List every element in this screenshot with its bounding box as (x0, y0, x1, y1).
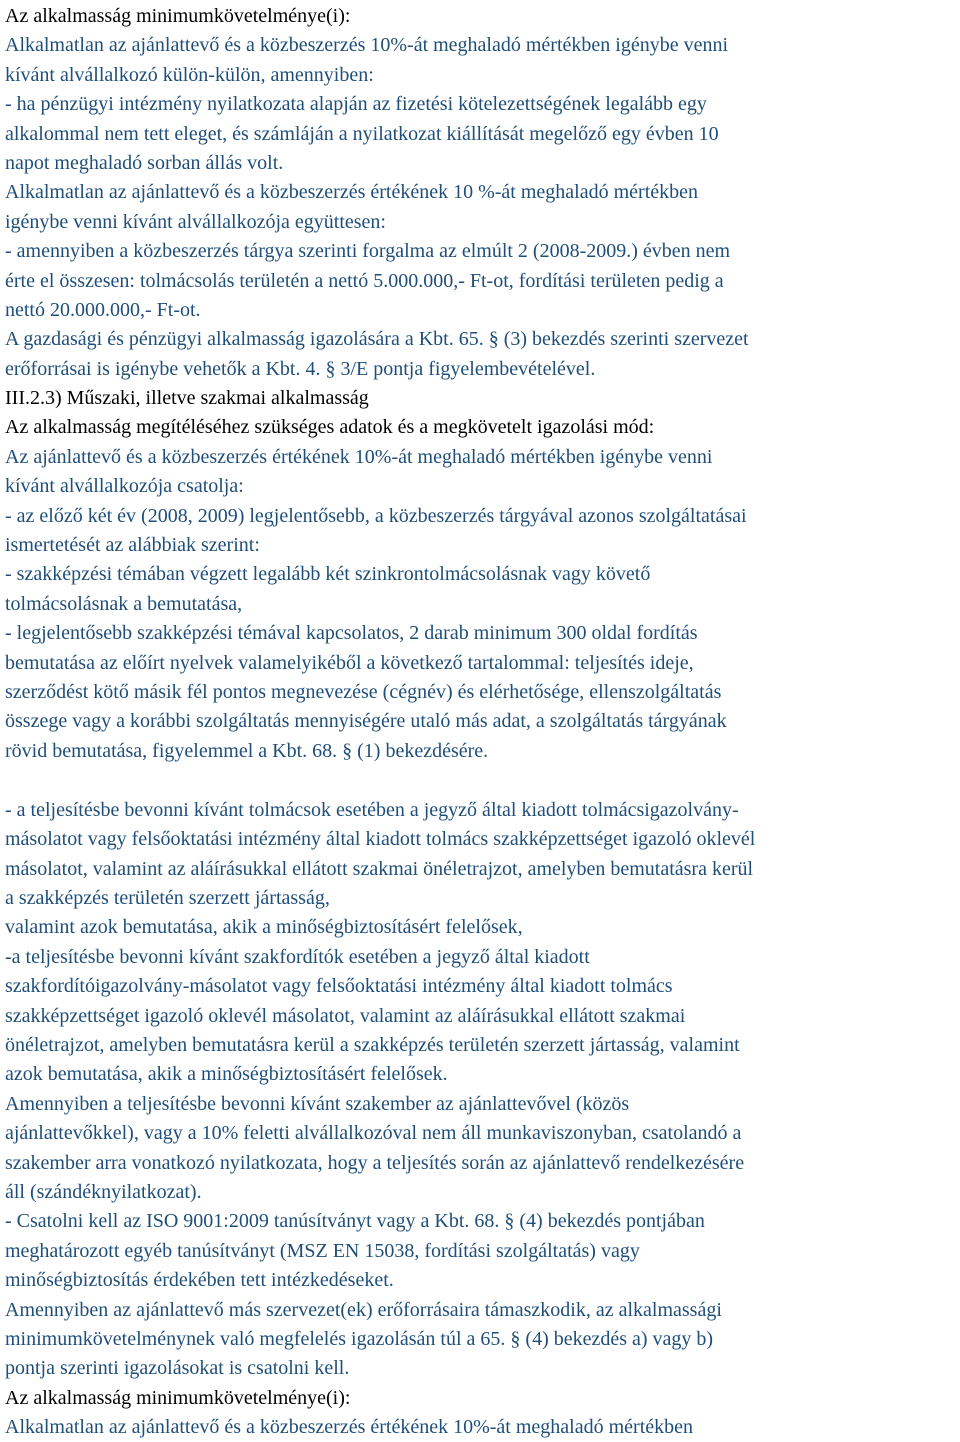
text-line: - Csatolni kell az ISO 9001:2009 tanúsítványt vagy a Kbt. 68. § (4) bekezdés pontjában (5, 1210, 705, 1232)
text-line: nettó 20.000.000,- Ft-ot. (5, 299, 201, 321)
text-line: meghatározott egyéb tanúsítványt (MSZ EN 15038, fordítási szolgáltatás) vagy (5, 1240, 640, 1262)
text-line: ajánlattevőkkel), vagy a 10% feletti alvállalkozóval nem áll munkaviszonyban, csatolandó a (5, 1122, 742, 1144)
text-line: kívánt alvállalkozó külön-külön, amennyiben: (5, 64, 374, 86)
text-line: - legjelentősebb szakképzési témával kapcsolatos, 2 darab minimum 300 oldal fordítás (5, 622, 698, 644)
text-line: - amennyiben a közbeszerzés tárgya szerinti forgalma az elmúlt 2 (2008-2009.) évben nem (5, 240, 731, 262)
text-line: érte el összesen: tolmácsolás területén a nettó 5.000.000,- Ft-ot, fordítási területen pedig a (5, 270, 724, 292)
text-line: másolatot, valamint az aláírásukkal ellátott szakmai önéletrajzot, amelyben bemutatásra kerül (5, 858, 754, 880)
text-line: Amennyiben az ajánlattevő más szervezet(ek) erőforrásaira támaszkodik, az alkalmassági (5, 1299, 722, 1321)
text-line: tolmácsolásnak a bemutatása, (5, 593, 243, 615)
text-line: - ha pénzügyi intézmény nyilatkozata alapján az fizetési kötelezettségének legalább egy (5, 93, 707, 115)
text-line: Alkalmatlan az ajánlattevő és a közbeszerzés értékének 10%-át meghaladó mértékben (5, 1416, 693, 1438)
text-line: Amennyiben a teljesítésbe bevonni kívánt szakember az ajánlattevővel (közös (5, 1093, 630, 1115)
text-line: - szakképzési témában végzett legalább két szinkrontolmácsolásnak vagy követő (5, 563, 651, 585)
text-line: minőségbiztosítás érdekében tett intézkedéseket. (5, 1269, 394, 1291)
text-line: napot meghaladó sorban állás volt. (5, 152, 284, 174)
text-line: - a teljesítésbe bevonni kívánt tolmácsok esetében a jegyző által kiadott tolmácsigazolvány- (5, 799, 739, 821)
text-line: bemutatása az előírt nyelvek valamelyikéből a következő tartalommal: teljesítés ideje, (5, 652, 694, 674)
text-line: szakfordítóigazolvány-másolatot vagy felsőoktatási intézmény által kiadott tolmács (5, 975, 673, 997)
text-line: Az alkalmasság minimumkövetelménye(i): (5, 5, 351, 27)
text-line: erőforrásai is igénybe vehetők a Kbt. 4. § 3/E pontja figyelembevételével. (5, 358, 596, 380)
text-line: áll (szándéknyilatkozat). (5, 1181, 202, 1203)
text-line: szakképzettséget igazoló oklevél másolatot, valamint az aláírásukkal ellátott szakmai (5, 1005, 686, 1027)
text-line: Az alkalmasság megítéléséhez szükséges adatok és a megkövetelt igazolási mód: (5, 416, 655, 438)
text-line: pontja szerinti igazolásokat is csatolni kell. (5, 1357, 350, 1379)
text-line: azok bemutatása, akik a minőségbiztosításért felelősek. (5, 1063, 448, 1085)
text-line: Az ajánlattevő és a közbeszerzés értékének 10%-át meghaladó mértékben igénybe venni (5, 446, 713, 468)
text-line: Az alkalmasság minimumkövetelménye(i): (5, 1387, 351, 1409)
text-line: - az előző két év (2008, 2009) legjelentősebb, a közbeszerzés tárgyával azonos szolgáltatásai (5, 505, 747, 527)
text-line: ismertetését az alábbiak szerint: (5, 534, 260, 556)
text-line: A gazdasági és pénzügyi alkalmasság igazolására a Kbt. 65. § (3) bekezdés szerinti szervezet (5, 328, 749, 350)
text-line: önéletrajzot, amelyben bemutatásra kerül a szakképzés területén szerzett jártasság, valamint (5, 1034, 740, 1056)
text-line: Alkalmatlan az ajánlattevő és a közbeszerzés 10%-át meghaladó mértékben igénybe venni (5, 34, 729, 56)
text-line: igénybe venni kívánt alvállalkozója együttesen: (5, 211, 386, 233)
text-line: -a teljesítésbe bevonni kívánt szakfordítók esetében a jegyző által kiadott (5, 946, 590, 968)
text-line: Alkalmatlan az ajánlattevő és a közbeszerzés értékének 10 %-át meghaladó mértékben (5, 181, 698, 203)
text-line: rövid bemutatása, figyelemmel a Kbt. 68. § (1) bekezdésére. (5, 740, 489, 762)
text-line: alkalommal nem tett eleget, és számláján a nyilatkozat kiállítását megelőző egy évben 10 (5, 123, 719, 145)
text-line: szakember arra vonatkozó nyilatkozata, hogy a teljesítés során az ajánlattevő rendelkezésére (5, 1152, 745, 1174)
text-line: minimumkövetelménynek való megfelelés igazolásán túl a 65. § (4) bekezdés a) vagy b) (5, 1328, 714, 1350)
text-line: kívánt alvállalkozója csatolja: (5, 475, 244, 497)
text-line: a szakképzés területén szerzett jártasság, (5, 887, 330, 909)
text-line: másolatot vagy felsőoktatási intézmény által kiadott tolmács szakképzettséget igazoló oklevél (5, 828, 756, 850)
text-line: szerződést kötő másik fél pontos megnevezése (cégnév) és elérhetősége, ellenszolgáltatás (5, 681, 722, 703)
text-line: III.2.3) Műszaki, illetve szakmai alkalmasság (5, 387, 369, 409)
text-line: összege vagy a korábbi szolgáltatás mennyiségére utaló más adat, a szolgáltatás tárgyának (5, 710, 727, 732)
text-line: valamint azok bemutatása, akik a minőségbiztosításért felelősek, (5, 916, 523, 938)
